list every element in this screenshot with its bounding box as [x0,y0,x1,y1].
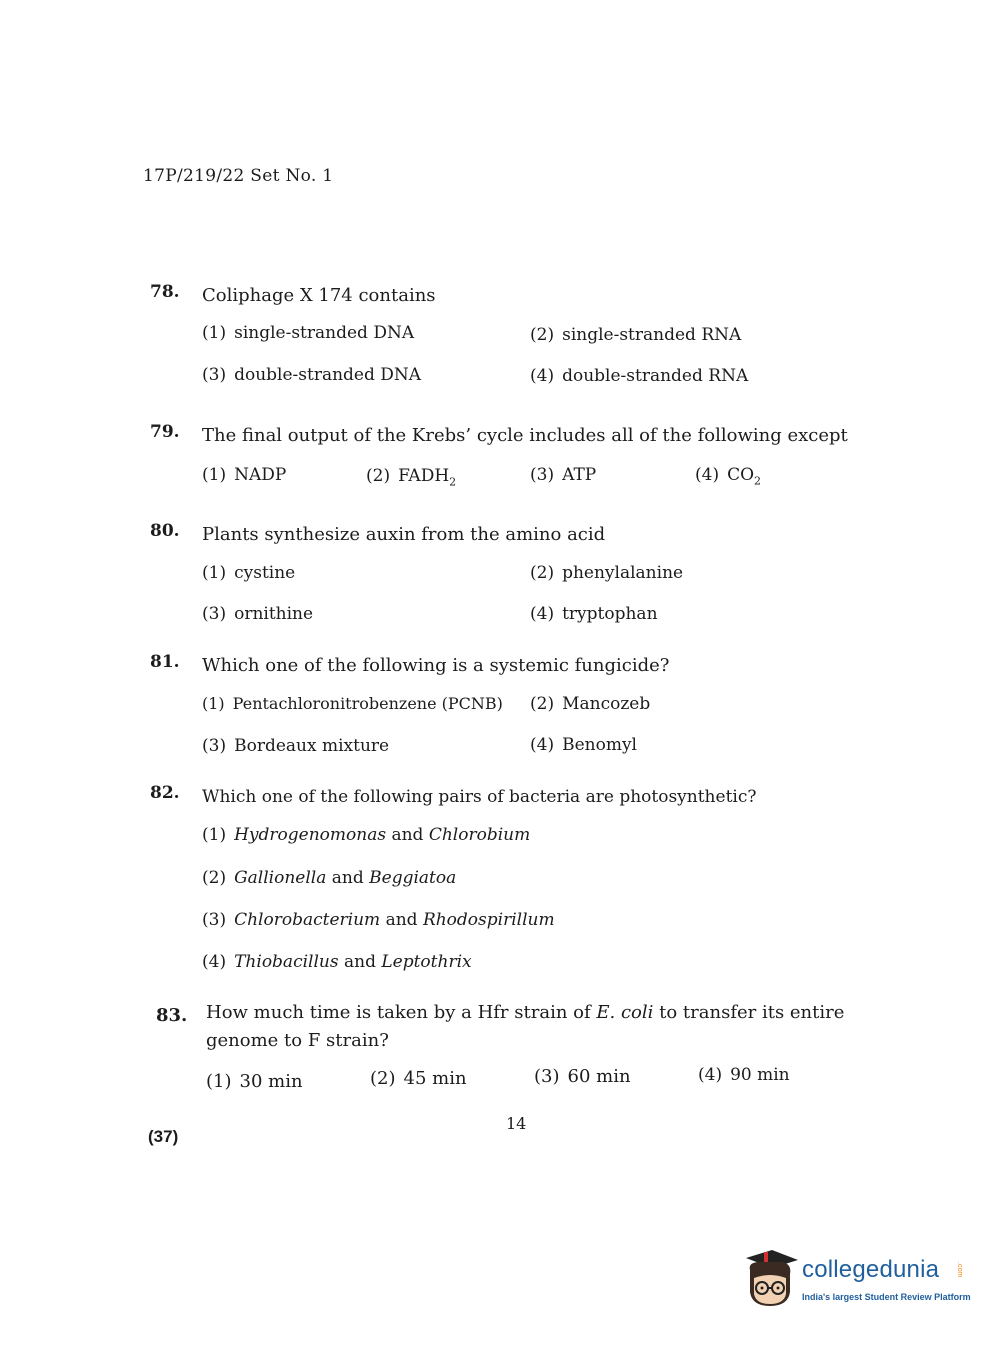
question-number: 78. [150,282,180,302]
option-2: (2) Gallionella and Beggiatoa [202,868,457,888]
question-number: 80. [150,521,180,541]
logo-wordmark: collegedunia [802,1256,940,1283]
question-text: Which one of the following is a systemic fungicide? [202,655,670,676]
option-4: (4) 90 min [698,1065,790,1085]
option-2: (2) $FADH_2$ [366,466,457,489]
page-number: 14 [506,1114,527,1133]
collegedunia-logo [742,1248,971,1314]
option-3: (3) ornithine [202,604,314,624]
option-1: (1) NADP [202,465,287,485]
logo-tagline: India's largest Student Review Platform [802,1292,971,1302]
question-text: The final output of the Krebs’ cycle includes all of the following except [202,425,848,446]
option-2: (2) Mancozeb [530,694,651,714]
option-3: (3) Chlorobacterium and Rhodospirillum [202,910,555,930]
option-1: (1) 30 min [206,1071,303,1092]
logo-domain: .com [956,1262,963,1278]
mascot-icon [742,1248,800,1314]
question-number: 81. [150,652,180,672]
question-79 [150,422,870,492]
paper-code: 17P/219/22 Set No. 1 [143,166,334,186]
question-83 [156,999,876,1099]
option-1: (1) single-stranded DNA [202,323,415,343]
option-3: (3) Bordeaux mixture [202,736,390,756]
option-4: (4) $CO_2$ [695,465,762,488]
option-1: (1) Pentachloronitrobenzene (PCNB) [202,694,503,713]
booklet-code: (37) [148,1127,179,1146]
question-text: Which one of the following pairs of bacteria are photosynthetic? [202,787,757,807]
question-text: How much time is taken by a Hfr strain of E. coli to transfer its entire genome to F strain? [206,1002,845,1051]
option-2: (2) single-stranded RNA [530,325,742,345]
option-1: (1) Hydrogenomonas and Chlorobium [202,825,531,845]
question-text: Plants synthesize auxin from the amino acid [202,524,606,545]
option-3: (3) ATP [530,465,597,485]
question-80 [150,521,870,631]
option-3: (3) 60 min [534,1066,631,1087]
question-78 [150,282,870,392]
option-1: (1) cystine [202,563,296,583]
option-4: (4) double-stranded RNA [530,366,749,386]
question-82 [150,783,870,983]
option-4: (4) Benomyl [530,735,637,755]
option-4: (4) tryptophan [530,604,658,624]
question-text: Coliphage X 174 contains [202,285,436,306]
question-number: 79. [150,422,180,442]
question-number: 83. [156,1005,188,1026]
option-2: (2) 45 min [370,1068,467,1089]
question-number: 82. [150,783,180,803]
question-81 [150,652,870,762]
option-3: (3) double-stranded DNA [202,365,422,385]
option-4: (4) Thiobacillus and Leptothrix [202,952,472,972]
option-2: (2) phenylalanine [530,563,684,583]
